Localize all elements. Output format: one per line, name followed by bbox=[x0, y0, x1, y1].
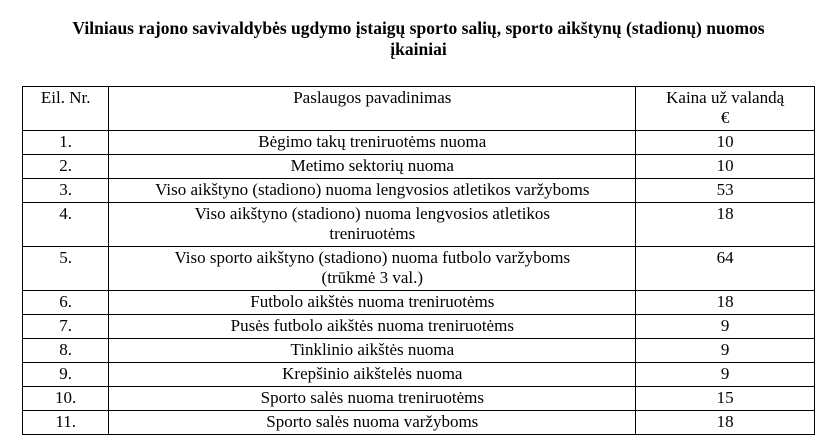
row-name: Sporto salės nuoma varžyboms bbox=[109, 411, 636, 435]
row-nr: 10. bbox=[23, 387, 109, 411]
row-name: Tinklinio aikštės nuoma bbox=[109, 339, 636, 363]
document-title bbox=[0, 18, 837, 60]
row-price: 53 bbox=[636, 179, 815, 203]
row-name bbox=[109, 247, 636, 291]
row-nr: 5. bbox=[23, 247, 109, 291]
row-name: Sporto salės nuoma treniruotėms bbox=[109, 387, 636, 411]
row-name-line-1: Viso aikštyno (stadiono) nuoma lengvosios atletikos bbox=[194, 204, 551, 223]
price-table bbox=[22, 86, 815, 435]
row-price: 9 bbox=[636, 363, 815, 387]
row-price: 18 bbox=[636, 203, 815, 247]
row-nr: 3. bbox=[23, 179, 109, 203]
row-name: Metimo sektorių nuoma bbox=[109, 155, 636, 179]
table-row bbox=[23, 131, 815, 155]
row-nr: 9. bbox=[23, 363, 109, 387]
table-row bbox=[23, 203, 815, 247]
row-name-line-1: Viso sporto aikštyno (stadiono) nuoma futbolo varžyboms bbox=[174, 248, 571, 267]
table-row bbox=[23, 411, 815, 435]
row-nr: 1. bbox=[23, 131, 109, 155]
title-line-2: įkainiai bbox=[390, 39, 447, 59]
row-name-line-2: treniruotėms bbox=[329, 224, 416, 243]
row-price: 9 bbox=[636, 339, 815, 363]
row-name: Bėgimo takų treniruotėms nuoma bbox=[109, 131, 636, 155]
row-nr: 2. bbox=[23, 155, 109, 179]
row-nr: 11. bbox=[23, 411, 109, 435]
table-row bbox=[23, 339, 815, 363]
title-line-1: Vilniaus rajono savivaldybės ugdymo įstaigų sporto salių, sporto aikštynų (stadionų) nuomos bbox=[72, 18, 765, 38]
table-row bbox=[23, 247, 815, 291]
row-nr: 8. bbox=[23, 339, 109, 363]
row-name: Pusės futbolo aikštės nuoma treniruotėms bbox=[109, 315, 636, 339]
row-nr: 6. bbox=[23, 291, 109, 315]
row-name: Viso aikštyno (stadiono) nuoma lengvosios atletikos varžyboms bbox=[109, 179, 636, 203]
row-price: 64 bbox=[636, 247, 815, 291]
table-row bbox=[23, 155, 815, 179]
table-row bbox=[23, 291, 815, 315]
row-nr: 7. bbox=[23, 315, 109, 339]
header-nr: Eil. Nr. bbox=[23, 87, 109, 131]
table-row bbox=[23, 315, 815, 339]
row-price: 15 bbox=[636, 387, 815, 411]
row-price: 18 bbox=[636, 291, 815, 315]
table-row bbox=[23, 363, 815, 387]
row-name bbox=[109, 203, 636, 247]
row-name: Krepšinio aikštelės nuoma bbox=[109, 363, 636, 387]
row-name-line-2: (trūkmė 3 val.) bbox=[321, 268, 424, 287]
header-price bbox=[636, 87, 815, 131]
table-header-row bbox=[23, 87, 815, 131]
row-price: 18 bbox=[636, 411, 815, 435]
row-nr: 4. bbox=[23, 203, 109, 247]
row-price: 9 bbox=[636, 315, 815, 339]
row-price: 10 bbox=[636, 131, 815, 155]
header-name: Paslaugos pavadinimas bbox=[109, 87, 636, 131]
table-row bbox=[23, 179, 815, 203]
header-price-line-1: Kaina už valandą bbox=[666, 88, 785, 107]
row-name: Futbolo aikštės nuoma treniruotėms bbox=[109, 291, 636, 315]
table-row bbox=[23, 387, 815, 411]
row-price: 10 bbox=[636, 155, 815, 179]
header-price-line-2: € bbox=[720, 108, 730, 127]
